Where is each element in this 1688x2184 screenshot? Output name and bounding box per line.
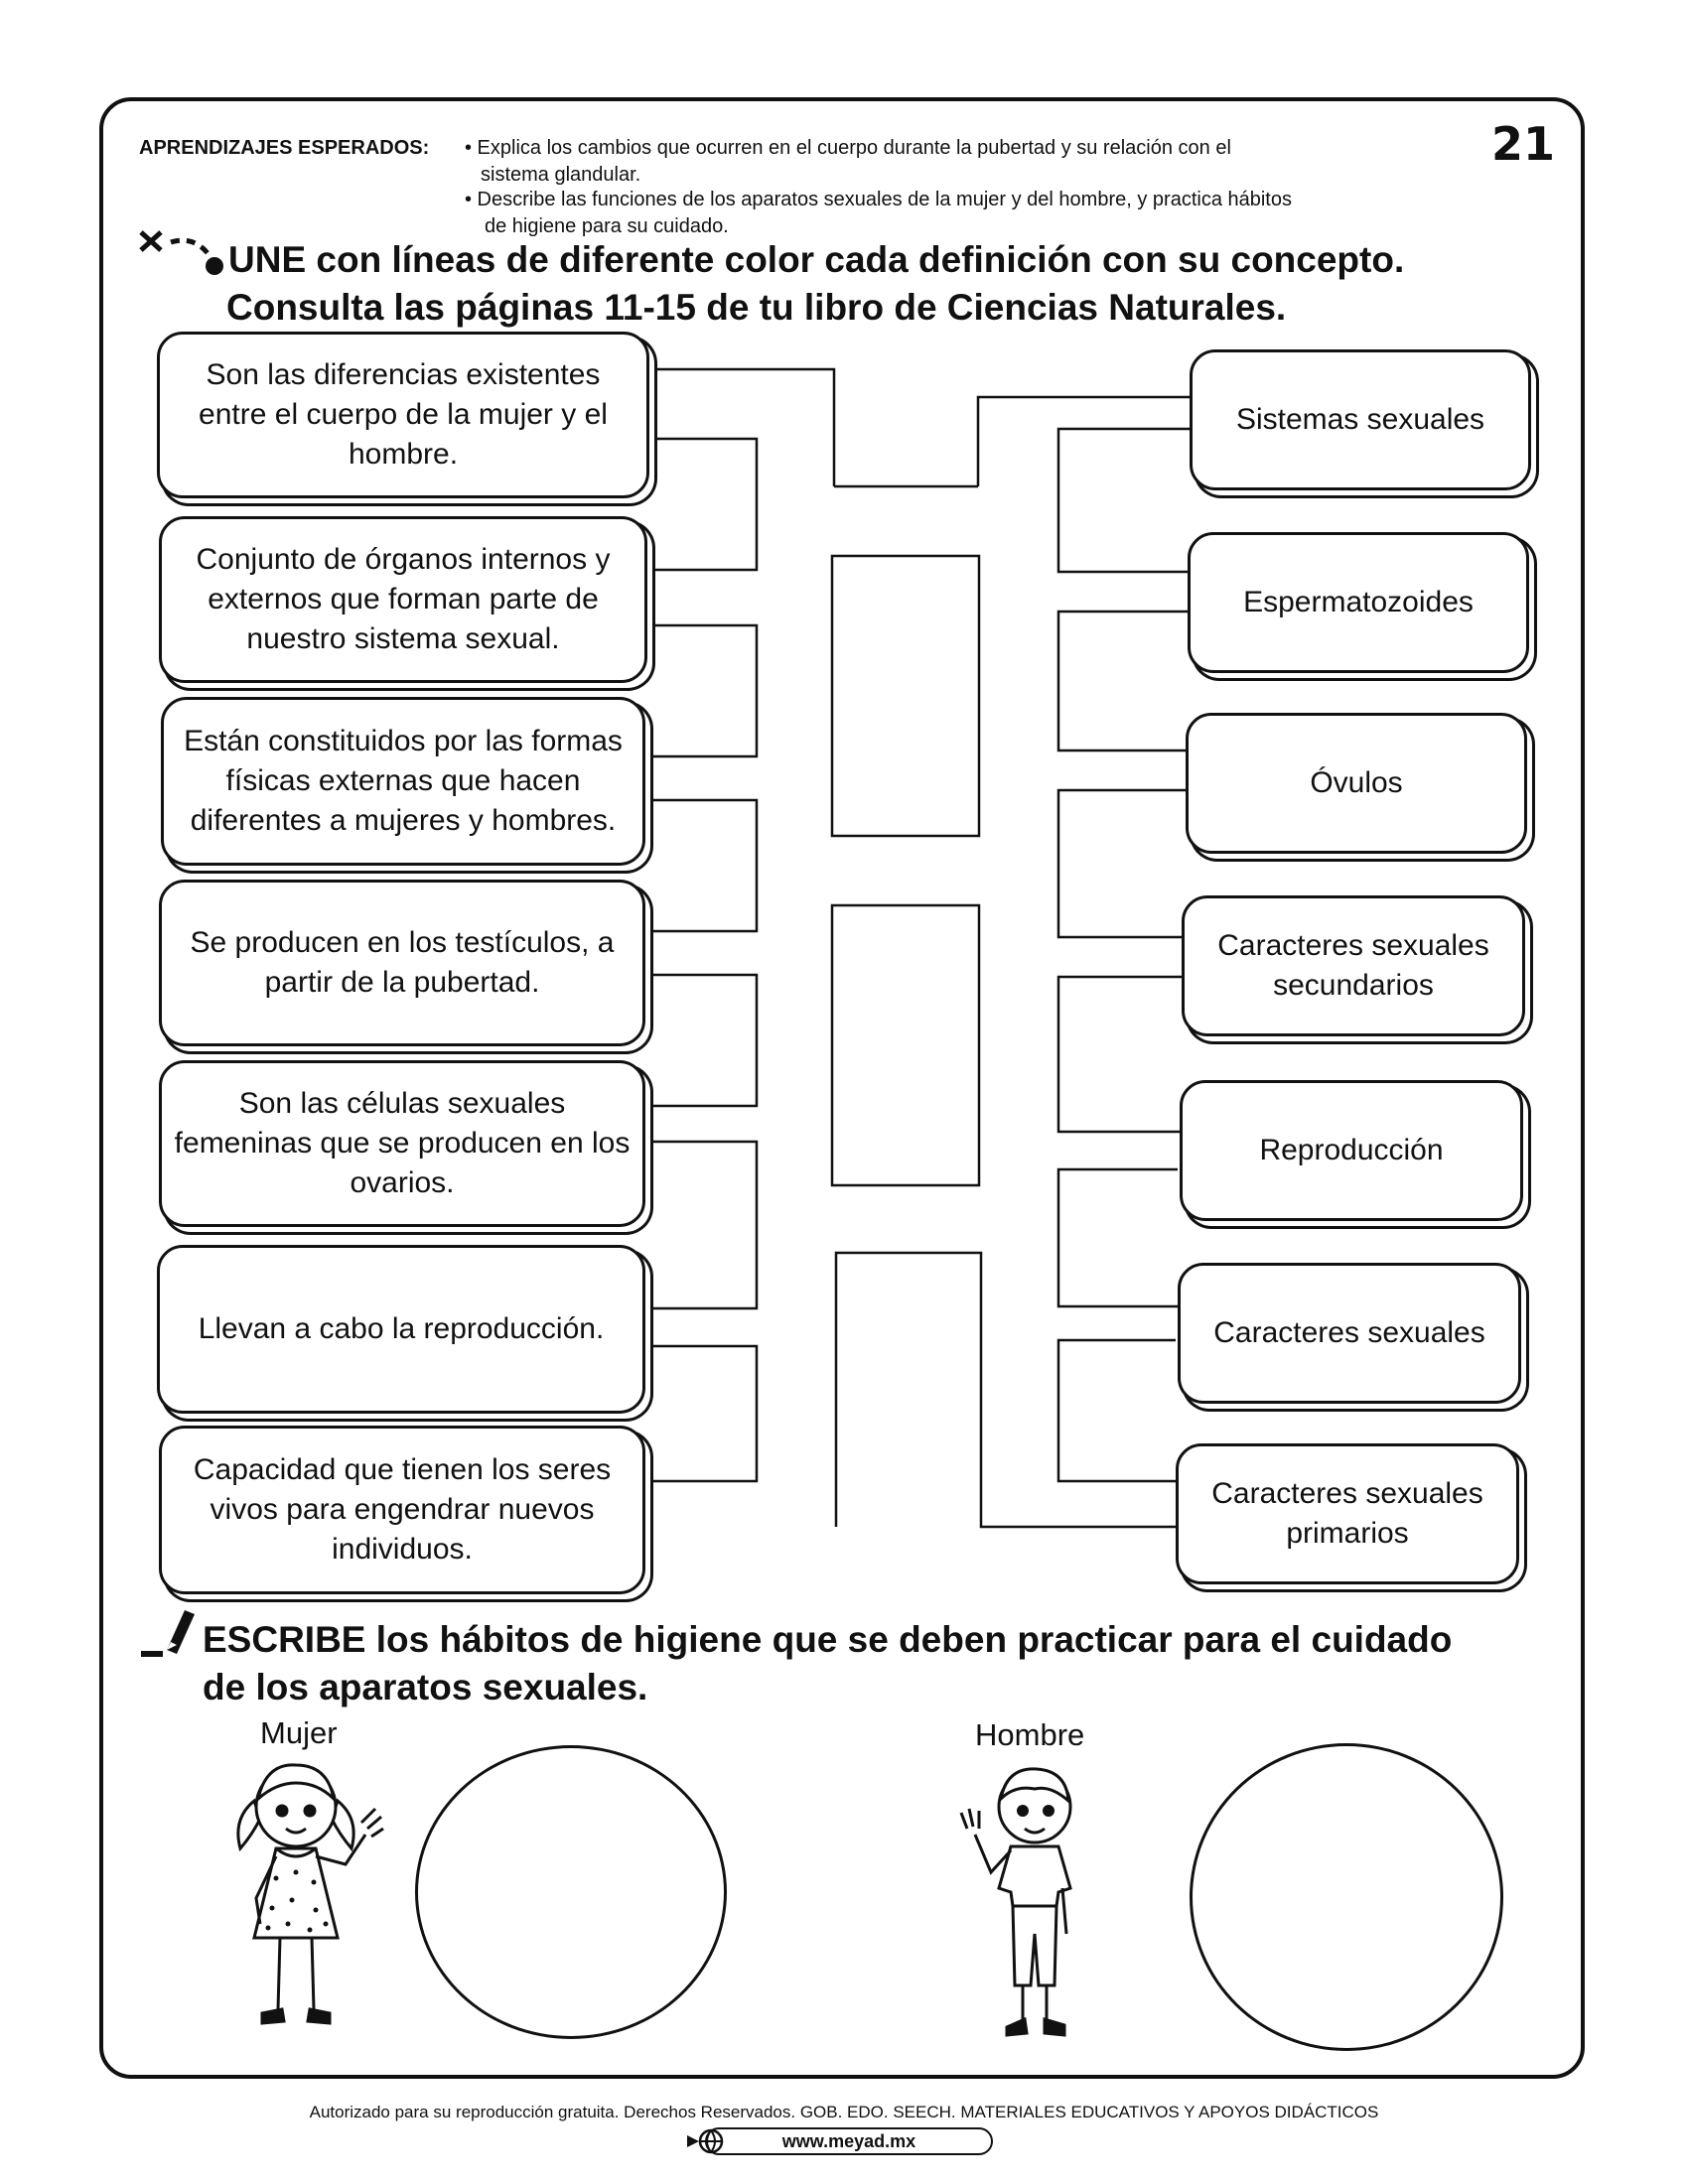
objective-line-4: de higiene para su cuidado. — [485, 215, 729, 237]
activity1-instruction-line2: Consulta las páginas 11-15 de tu libro de Ciencias Naturales. — [226, 287, 1287, 328]
concept-box-5[interactable]: Reproducción — [1180, 1080, 1523, 1221]
concept-box-1[interactable]: Sistemas sexuales — [1190, 349, 1531, 490]
concept-box-2[interactable]: Espermatozoides — [1188, 532, 1529, 673]
definition-box-3[interactable]: Están constituidos por las formas físicas externas que hacen diferentes a mujeres y hombres. — [161, 697, 645, 866]
girl-illustration-icon — [226, 1749, 385, 2033]
definition-box-2[interactable]: Conjunto de órganos internos y externos que forman parte de nuestro sistema sexual. — [159, 516, 647, 683]
definition-box-4[interactable]: Se producen en los testículos, a partir de la pubertad. — [159, 880, 645, 1046]
objective-line-2: sistema glandular. — [481, 164, 641, 186]
activity1-instruction-line1: UNE con líneas de diferente color cada definición con su concepto. — [228, 239, 1405, 280]
page-number: 21 — [1490, 117, 1555, 171]
boy-illustration-icon — [955, 1755, 1094, 2053]
girl-hygiene-answer-circle[interactable] — [415, 1745, 727, 2039]
definition-box-7[interactable]: Capacidad que tienen los seres vivos para engendrar nuevos individuos. — [159, 1426, 645, 1594]
objective-line-3: • Describe las funciones de los aparatos sexuales de la mujer y del hombre, y practica hábitos — [465, 189, 1292, 210]
concept-box-6[interactable]: Caracteres sexuales — [1178, 1263, 1521, 1404]
concept-box-4[interactable]: Caracteres sexuales secundarios — [1182, 895, 1525, 1036]
footer-rights: Autorizado para su reproducción gratuita. Derechos Reservados. GOB. EDO. SEECH. MATERIALES EDUCATIVOS Y APOYOS DIDÁCTICOS — [309, 2103, 1379, 2121]
concept-box-7[interactable]: Caracteres sexuales primarios — [1176, 1443, 1519, 1584]
activity2-instruction-line2: de los aparatos sexuales. — [203, 1667, 648, 1707]
activity2-instruction-line1: ESCRIBE los hábitos de higiene que se deben practicar para el cuidado — [203, 1619, 1453, 1660]
website-link[interactable]: www.meyad.mx — [705, 2127, 993, 2155]
definition-box-5[interactable]: Son las células sexuales femeninas que se producen en los ovarios. — [159, 1060, 645, 1227]
girl-label: Mujer — [260, 1715, 338, 1750]
pencil-icon — [137, 1602, 197, 1660]
definition-box-6[interactable]: Llevan a cabo la reproducción. — [157, 1245, 645, 1414]
objectives-label: APRENDIZAJES ESPERADOS: — [139, 137, 430, 159]
boy-label: Hombre — [975, 1717, 1085, 1752]
objective-line-1: • Explica los cambios que ocurren en el cuerpo durante la pubertad y su relación con el — [465, 137, 1231, 159]
concept-box-3[interactable]: Óvulos — [1186, 713, 1527, 854]
definition-box-1[interactable]: Son las diferencias existentes entre el cuerpo de la mujer y el hombre. — [157, 332, 649, 498]
boy-hygiene-answer-circle[interactable] — [1190, 1743, 1503, 2051]
